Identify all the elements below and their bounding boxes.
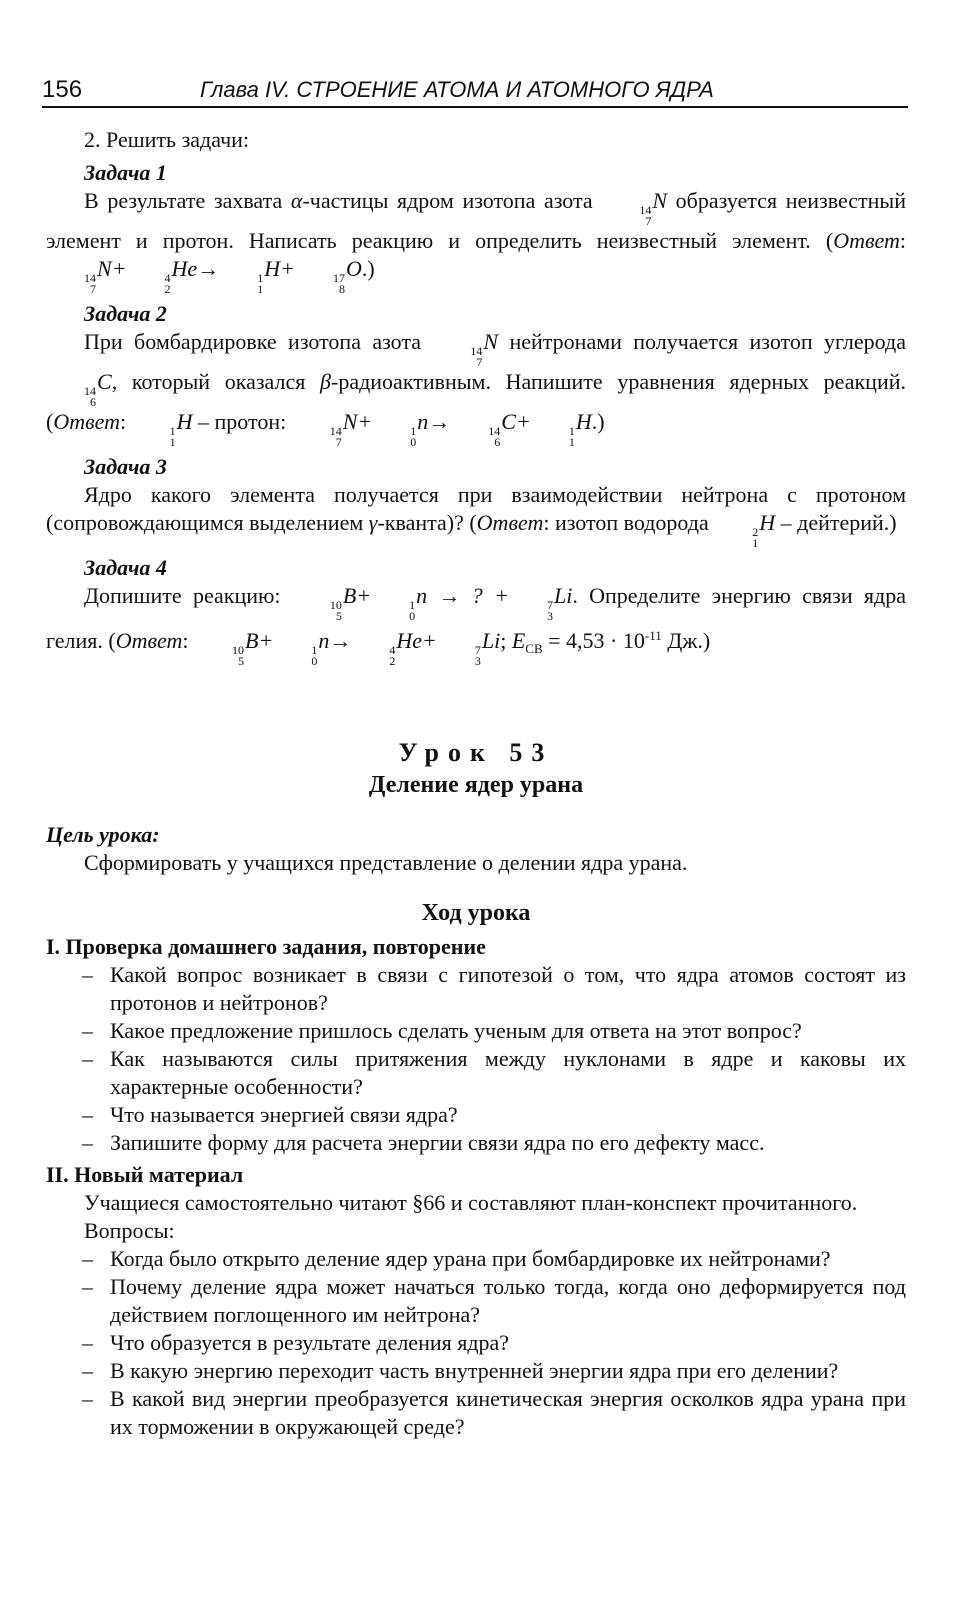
section-2-title: II. Новый материал bbox=[46, 1162, 244, 1187]
task-2-text-a: При бомбардировке изотопа азота bbox=[84, 329, 433, 354]
list-item: – Как называются силы притяжения между нуклонами в ядре и каковы их характерные особенности? bbox=[110, 1045, 906, 1101]
task-1-text-b: -частицы ядром изотопа азота bbox=[302, 188, 602, 213]
task-1-title: Задача 1 bbox=[84, 160, 167, 185]
running-title: Глава IV. СТРОЕНИЕ АТОМА И АТОМНОГО ЯДРА bbox=[200, 77, 714, 102]
list-item: – Какое предложение пришлось сделать ученым для ответа на этот вопрос? bbox=[110, 1017, 906, 1045]
task-2-title: Задача 2 bbox=[84, 301, 167, 326]
course-title: Ход урока bbox=[421, 900, 531, 926]
list-item: – Что называется энергией связи ядра? bbox=[110, 1101, 906, 1129]
goal-text: Сформировать у учащихся представление о делении ядра урана. bbox=[84, 850, 688, 875]
page-number: 156 bbox=[42, 76, 83, 103]
page-body bbox=[46, 126, 906, 1441]
gamma-symbol: γ bbox=[368, 510, 378, 535]
lesson-title: Деление ядер урана bbox=[368, 772, 584, 798]
task-1-text: В результате захвата α-частицы ядром изотопа азота 14 7 N образуется неизвестный элемент и протон. Написать реакцию и определить неизвестный элемент. (Ответ: 14 7 N+ 4 2 He→ 1 1 H+ 17 8 O.) bbox=[46, 188, 906, 296]
list-item: – Какой вопрос возникает в связи с гипотезой о том, что ядра атомов состоят из протонов и нейтронов? bbox=[110, 961, 906, 1017]
answer-label: Ответ bbox=[53, 409, 121, 434]
lesson-number: Урок 53 bbox=[398, 738, 554, 767]
isotope-n14: 14 7 N bbox=[639, 188, 667, 228]
section-1-title: I. Проверка домашнего задания, повторение bbox=[46, 934, 486, 959]
reaction-4-question: 10 5 B+ 1 0 n → ? + 7 3 Li bbox=[329, 583, 573, 623]
task-4-title: Задача 4 bbox=[84, 555, 167, 580]
beta-symbol: β bbox=[320, 369, 331, 394]
reaction-2: 14 7 N+ 1 0 n→ 14 6 C+ 1 1 H bbox=[329, 409, 592, 449]
reaction-1: 14 7 N+ 4 2 He→ 1 1 H+ 17 8 O bbox=[84, 256, 362, 296]
answer-label: Ответ bbox=[476, 510, 544, 535]
answer-label: Ответ bbox=[115, 628, 183, 653]
isotope-h2: 2 1 H bbox=[752, 510, 776, 550]
page-header bbox=[42, 74, 908, 108]
task-1-text-a: В результате захвата bbox=[84, 188, 291, 213]
task-3-title: Задача 3 bbox=[84, 454, 167, 479]
answer-label: Ответ bbox=[833, 228, 900, 253]
goal-label: Цель урока: bbox=[46, 822, 160, 847]
list-item: – Когда было открыто деление ядер урана при бомбардировке их нейтронами? bbox=[110, 1245, 906, 1273]
list-item: – Запишите форму для расчета энергии связи ядра по его дефекту масс. bbox=[110, 1129, 906, 1157]
task-1-text-c: образуется неизвестный элемент и протон. Написать реакцию и определить неизвестный элемент. ( bbox=[46, 188, 906, 253]
reaction-4-answer: 10 5 B+ 1 0 n→ 4 2 He+ 7 3 Li bbox=[232, 628, 501, 668]
isotope-n14: 14 7 N bbox=[470, 329, 499, 369]
binding-energy-symbol: $E_{СВ}$ bbox=[511, 628, 543, 656]
list-item: – В какой вид энергии преобразуется кинетическая энергия осколков ядра урана при их торможении в окружающей среде? bbox=[110, 1385, 906, 1441]
tasks-intro: 2. Решить задачи: bbox=[84, 127, 250, 152]
task-3-text: Ядро какого элемента получается при взаимодействии нейтрона с протоном (сопровождающимся выделением γ-кванта)? (Ответ: изотоп водорода 2 1 H – дейтерий.) bbox=[46, 482, 906, 550]
proton-symbol: 1 1 H bbox=[169, 409, 193, 449]
task-2-text-b: нейтронами получается изотоп углерода bbox=[498, 329, 906, 354]
list-item: – Почему деление ядра может начаться только тогда, когда оно деформируется под действием поглощенного им нейтрона? bbox=[110, 1273, 906, 1329]
list-item: – В какую энергию переходит часть внутренней энергии ядра при его делении? bbox=[110, 1357, 906, 1385]
section-2-text: Учащиеся самостоятельно читают §66 и составляют план-конспект прочитанного. bbox=[84, 1190, 858, 1215]
task-4-text: Допишите реакцию: 10 5 B+ 1 0 n → ? + 7 3 Li. Определите энергию связи ядра гелия. (Ответ: 10 5 B+ 1 0 n→ 4 2 He+ 7 3 Li; $E_{СВ} = 4,53 \cdot 10^{-11}$ Дж.) bbox=[46, 583, 907, 668]
binding-energy-value: = 4,53 · 10 bbox=[542, 628, 645, 653]
section-2-list bbox=[46, 1245, 906, 1441]
section-1-list bbox=[46, 961, 906, 1157]
alpha-symbol: α bbox=[290, 188, 303, 213]
list-item: – Что образуется в результате деления ядра? bbox=[110, 1329, 906, 1357]
binding-energy-exponent: -11 bbox=[644, 628, 662, 643]
questions-label: Вопросы: bbox=[84, 1218, 175, 1243]
isotope-c14: 14 6 C bbox=[84, 369, 112, 409]
task-2-text: При бомбардировке изотопа азота 14 7 N нейтронами получается изотоп углерода 14 6 C, который оказался β-радиоактивным. Напишите уравнения ядерных реакций. (Ответ: 1 1 H – протон: 14 7 N+ 1 0 n→ 14 6 C+ 1 1 H.) bbox=[46, 329, 906, 449]
